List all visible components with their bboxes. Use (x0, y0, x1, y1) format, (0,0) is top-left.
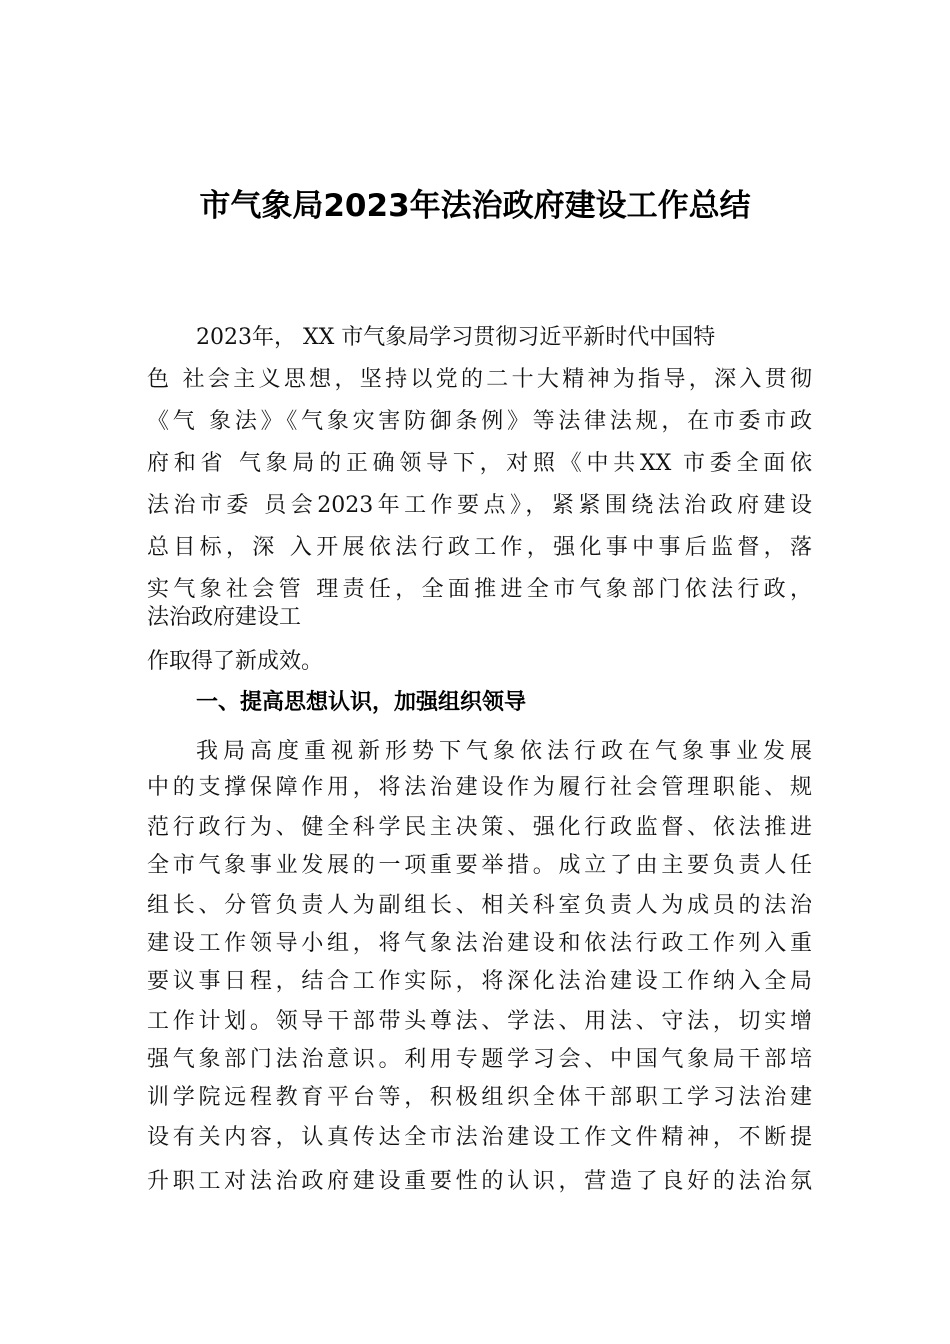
section1-line-6: 建设工作领导小组，将气象法治建设和依法行政工作列入重 (147, 931, 812, 956)
intro-line-1: 2023年， XX 市气象局学习贯彻习近平新时代中国特 (196, 325, 716, 350)
section1-line-9: 强气象部门法治意识。利用专题学习会、中国气象局干部培 (147, 1047, 812, 1072)
section1-line-5: 组长、分管负责人为副组长、相关科室负责人为成员的法治 (147, 893, 812, 918)
intro-line-9: 作取得了新成效。 (147, 649, 324, 674)
section1-line-7: 要议事日程，结合工作实际，将深化法治建设工作纳入全局 (147, 969, 812, 994)
section1-line-12: 升职工对法治政府建设重要性的认识，营造了良好的法治氛 (147, 1169, 812, 1194)
intro-line-8: 法治政府建设工 (147, 605, 302, 630)
section1-line-3: 范行政行为、健全科学民主决策、强化行政监督、依法推进 (147, 815, 812, 840)
intro-line-7: 实气象社会管 理责任，全面推进全市气象部门依法行政， (147, 577, 812, 602)
section1-line-10: 训学院远程教育平台等，积极组织全体干部职工学习法治建 (147, 1085, 812, 1110)
section-heading-1: 一、提高思想认识，加强组织领导 (196, 690, 527, 715)
intro-line-3: 《气 象法》《气象灾害防御条例》等法律法规，在市委市政 (147, 409, 812, 434)
section1-line-4: 全市气象事业发展的一项重要举措。成立了由主要负责人任 (147, 853, 812, 878)
intro-line-5: 法治市委 员会2023年工作要点》，紧紧围绕法治政府建设 (147, 493, 812, 518)
intro-line-2: 色 社会主义思想，坚持以党的二十大精神为指导，深入贯彻 (147, 367, 812, 392)
section1-line-8: 工作计划。领导干部带头尊法、学法、用法、守法，切实增 (147, 1009, 812, 1034)
intro-line-6: 总目标，深 入开展依法行政工作，强化事中事后监督，落 (147, 535, 812, 560)
section1-line-11: 设有关内容，认真传达全市法治建设工作文件精神，不断提 (147, 1125, 812, 1150)
section1-line-2: 中的支撑保障作用，将法治建设作为履行社会管理职能、规 (147, 775, 812, 800)
intro-line-4: 府和省 气象局的正确领导下，对照《中共XX 市委全面依 (147, 451, 812, 476)
document-title: 市气象局2023年法治政府建设工作总结 (199, 188, 751, 224)
section1-line-1: 我局高度重视新形势下气象依法行政在气象事业发展 (196, 739, 812, 764)
